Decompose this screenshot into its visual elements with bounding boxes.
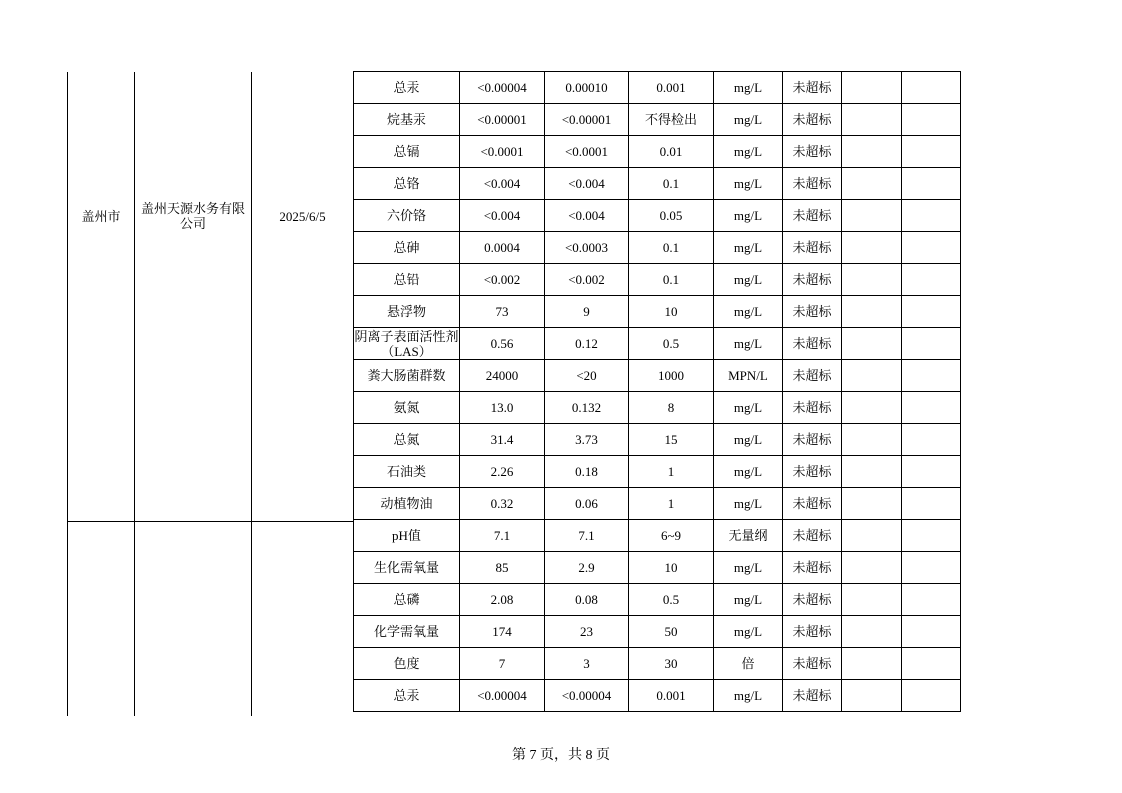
measured-value-1-cell: 85	[460, 552, 545, 584]
standard-limit-cell: 1	[629, 456, 714, 488]
table-row	[354, 424, 961, 456]
note-1-cell	[842, 168, 902, 200]
measured-value-1-cell: 174	[460, 616, 545, 648]
item-name-cell: 总铅	[354, 264, 460, 296]
assessment-cell: 未超标	[783, 168, 842, 200]
measured-value-2-cell: <0.002	[545, 264, 629, 296]
note-2-cell	[902, 328, 961, 360]
standard-limit-cell: 6~9	[629, 520, 714, 552]
measured-value-2-cell: 2.9	[545, 552, 629, 584]
unit-cell: mg/L	[714, 264, 783, 296]
assessment-cell: 未超标	[783, 392, 842, 424]
measured-value-2-cell: <0.004	[545, 168, 629, 200]
unit-cell: MPN/L	[714, 360, 783, 392]
note-1-cell	[842, 584, 902, 616]
assessment-cell: 未超标	[783, 200, 842, 232]
monitoring-data-table	[353, 71, 961, 712]
standard-limit-cell: 0.001	[629, 72, 714, 104]
measured-value-2-cell: 9	[545, 296, 629, 328]
unit-cell: mg/L	[714, 392, 783, 424]
assessment-cell: 未超标	[783, 328, 842, 360]
assessment-cell: 未超标	[783, 584, 842, 616]
standard-limit-cell: 0.05	[629, 200, 714, 232]
standard-limit-cell: 50	[629, 616, 714, 648]
note-2-cell	[902, 296, 961, 328]
assessment-cell: 未超标	[783, 680, 842, 712]
company-cell: 盖州天源水务有限公司	[140, 201, 245, 231]
unit-cell: mg/L	[714, 552, 783, 584]
measured-value-1-cell: <0.004	[460, 168, 545, 200]
unit-cell: mg/L	[714, 488, 783, 520]
table-row	[354, 104, 961, 136]
standard-limit-cell: 0.1	[629, 168, 714, 200]
standard-limit-cell: 不得检出	[629, 104, 714, 136]
standard-limit-cell: 0.1	[629, 264, 714, 296]
measured-value-2-cell: 3	[545, 648, 629, 680]
standard-limit-cell: 0.1	[629, 232, 714, 264]
item-name-cell: pH值	[354, 520, 460, 552]
measured-value-1-cell: 73	[460, 296, 545, 328]
unit-cell: mg/L	[714, 296, 783, 328]
item-name-cell: 粪大肠菌群数	[354, 360, 460, 392]
measured-value-2-cell: <0.00004	[545, 680, 629, 712]
item-name-cell: 生化需氧量	[354, 552, 460, 584]
standard-limit-cell: 1	[629, 488, 714, 520]
assessment-cell: 未超标	[783, 72, 842, 104]
city-cell: 盖州市	[81, 208, 121, 224]
note-1-cell	[842, 200, 902, 232]
unit-cell: mg/L	[714, 424, 783, 456]
assessment-cell: 未超标	[783, 616, 842, 648]
standard-limit-cell: 1000	[629, 360, 714, 392]
item-name-cell: 总汞	[354, 680, 460, 712]
note-1-cell	[842, 616, 902, 648]
measured-value-1-cell: <0.004	[460, 200, 545, 232]
assessment-cell: 未超标	[783, 488, 842, 520]
measured-value-2-cell: 7.1	[545, 520, 629, 552]
unit-cell: 倍	[714, 648, 783, 680]
item-name-cell: 总铬	[354, 168, 460, 200]
measured-value-2-cell: 0.06	[545, 488, 629, 520]
note-2-cell	[902, 520, 961, 552]
measured-value-1-cell: 31.4	[460, 424, 545, 456]
measured-value-2-cell: 23	[545, 616, 629, 648]
item-name-cell: 石油类	[354, 456, 460, 488]
note-1-cell	[842, 424, 902, 456]
assessment-cell: 未超标	[783, 424, 842, 456]
assessment-cell: 未超标	[783, 232, 842, 264]
table-row	[354, 168, 961, 200]
note-2-cell	[902, 392, 961, 424]
measured-value-1-cell: 0.32	[460, 488, 545, 520]
unit-cell: mg/L	[714, 200, 783, 232]
assessment-cell: 未超标	[783, 296, 842, 328]
table-row	[354, 200, 961, 232]
table-row	[354, 680, 961, 712]
standard-limit-cell: 10	[629, 296, 714, 328]
measured-value-1-cell: <0.00001	[460, 104, 545, 136]
standard-limit-cell: 0.5	[629, 328, 714, 360]
measured-value-1-cell: 0.56	[460, 328, 545, 360]
table-row	[354, 360, 961, 392]
unit-cell: mg/L	[714, 168, 783, 200]
item-name-cell: 总磷	[354, 584, 460, 616]
note-1-cell	[842, 136, 902, 168]
standard-limit-cell: 15	[629, 424, 714, 456]
item-name-cell: 六价铬	[354, 200, 460, 232]
measured-value-1-cell: 2.26	[460, 456, 545, 488]
measured-value-1-cell: 7.1	[460, 520, 545, 552]
measured-value-1-cell: 13.0	[460, 392, 545, 424]
note-2-cell	[902, 488, 961, 520]
measured-value-2-cell: 0.08	[545, 584, 629, 616]
assessment-cell: 未超标	[783, 520, 842, 552]
measured-value-2-cell: 0.132	[545, 392, 629, 424]
table-row	[354, 520, 961, 552]
table-row	[354, 136, 961, 168]
note-2-cell	[902, 424, 961, 456]
note-1-cell	[842, 552, 902, 584]
unit-cell: mg/L	[714, 232, 783, 264]
unit-cell: mg/L	[714, 584, 783, 616]
measured-value-1-cell: 24000	[460, 360, 545, 392]
group-separator-line	[67, 521, 354, 522]
assessment-cell: 未超标	[783, 552, 842, 584]
item-name-cell: 阴离子表面活性剂（LAS）	[354, 328, 459, 359]
note-1-cell	[842, 680, 902, 712]
note-1-cell	[842, 72, 902, 104]
table-row	[354, 488, 961, 520]
table-row	[354, 328, 961, 360]
note-1-cell	[842, 456, 902, 488]
table-row	[354, 552, 961, 584]
assessment-cell: 未超标	[783, 456, 842, 488]
unit-cell: mg/L	[714, 136, 783, 168]
note-1-cell	[842, 264, 902, 296]
note-1-cell	[842, 488, 902, 520]
measured-value-2-cell: 0.12	[545, 328, 629, 360]
item-name-cell: 总氮	[354, 424, 460, 456]
note-1-cell	[842, 296, 902, 328]
unit-cell: mg/L	[714, 72, 783, 104]
table-row	[354, 456, 961, 488]
note-1-cell	[842, 392, 902, 424]
measured-value-2-cell: <20	[545, 360, 629, 392]
note-2-cell	[902, 456, 961, 488]
note-1-cell	[842, 648, 902, 680]
note-1-cell	[842, 232, 902, 264]
note-2-cell	[902, 200, 961, 232]
table-body	[354, 72, 961, 712]
measured-value-1-cell: <0.0001	[460, 136, 545, 168]
item-name-cell: 总汞	[354, 72, 460, 104]
standard-limit-cell: 0.01	[629, 136, 714, 168]
item-name-cell: 动植物油	[354, 488, 460, 520]
note-2-cell	[902, 648, 961, 680]
unit-cell: mg/L	[714, 104, 783, 136]
standard-limit-cell: 0.001	[629, 680, 714, 712]
note-2-cell	[902, 584, 961, 616]
table-row	[354, 584, 961, 616]
note-1-cell	[842, 328, 902, 360]
note-2-cell	[902, 360, 961, 392]
assessment-cell: 未超标	[783, 264, 842, 296]
measured-value-1-cell: 2.08	[460, 584, 545, 616]
table-row	[354, 232, 961, 264]
measured-value-1-cell: 0.0004	[460, 232, 545, 264]
item-name-cell: 烷基汞	[354, 104, 460, 136]
assessment-cell: 未超标	[783, 360, 842, 392]
table-row	[354, 296, 961, 328]
item-name-cell: 悬浮物	[354, 296, 460, 328]
col-divider-1	[134, 72, 135, 716]
measured-value-1-cell: <0.002	[460, 264, 545, 296]
measured-value-2-cell: <0.0001	[545, 136, 629, 168]
note-1-cell	[842, 360, 902, 392]
measured-value-1-cell: <0.00004	[460, 72, 545, 104]
measured-value-2-cell: <0.00001	[545, 104, 629, 136]
page-footer: 第 7 页，共 8 页	[512, 748, 610, 763]
measured-value-2-cell: <0.0003	[545, 232, 629, 264]
note-2-cell	[902, 680, 961, 712]
item-name-cell: 总镉	[354, 136, 460, 168]
standard-limit-cell: 0.5	[629, 584, 714, 616]
unit-cell: mg/L	[714, 616, 783, 648]
assessment-cell: 未超标	[783, 136, 842, 168]
table-row	[354, 648, 961, 680]
standard-limit-cell: 30	[629, 648, 714, 680]
table-row	[354, 392, 961, 424]
table-row	[354, 616, 961, 648]
measured-value-1-cell: <0.00004	[460, 680, 545, 712]
measured-value-2-cell: 0.18	[545, 456, 629, 488]
unit-cell: mg/L	[714, 456, 783, 488]
note-2-cell	[902, 232, 961, 264]
note-2-cell	[902, 104, 961, 136]
measured-value-1-cell: 7	[460, 648, 545, 680]
item-name-cell: 色度	[354, 648, 460, 680]
assessment-cell: 未超标	[783, 104, 842, 136]
item-name-cell: 氨氮	[354, 392, 460, 424]
table-row	[354, 264, 961, 296]
note-2-cell	[902, 616, 961, 648]
note-2-cell	[902, 168, 961, 200]
date-cell: 2025/6/5	[279, 208, 326, 224]
note-2-cell	[902, 264, 961, 296]
unit-cell: mg/L	[714, 680, 783, 712]
unit-cell: mg/L	[714, 328, 783, 360]
note-1-cell	[842, 520, 902, 552]
standard-limit-cell: 8	[629, 392, 714, 424]
measured-value-2-cell: <0.004	[545, 200, 629, 232]
item-name-cell: 总砷	[354, 232, 460, 264]
note-2-cell	[902, 552, 961, 584]
note-2-cell	[902, 72, 961, 104]
note-2-cell	[902, 136, 961, 168]
note-1-cell	[842, 104, 902, 136]
measured-value-2-cell: 3.73	[545, 424, 629, 456]
standard-limit-cell: 10	[629, 552, 714, 584]
assessment-cell: 未超标	[783, 648, 842, 680]
measured-value-2-cell: 0.00010	[545, 72, 629, 104]
item-name-cell: 化学需氧量	[354, 616, 460, 648]
table-row	[354, 72, 961, 104]
unit-cell: 无量纲	[714, 520, 783, 552]
